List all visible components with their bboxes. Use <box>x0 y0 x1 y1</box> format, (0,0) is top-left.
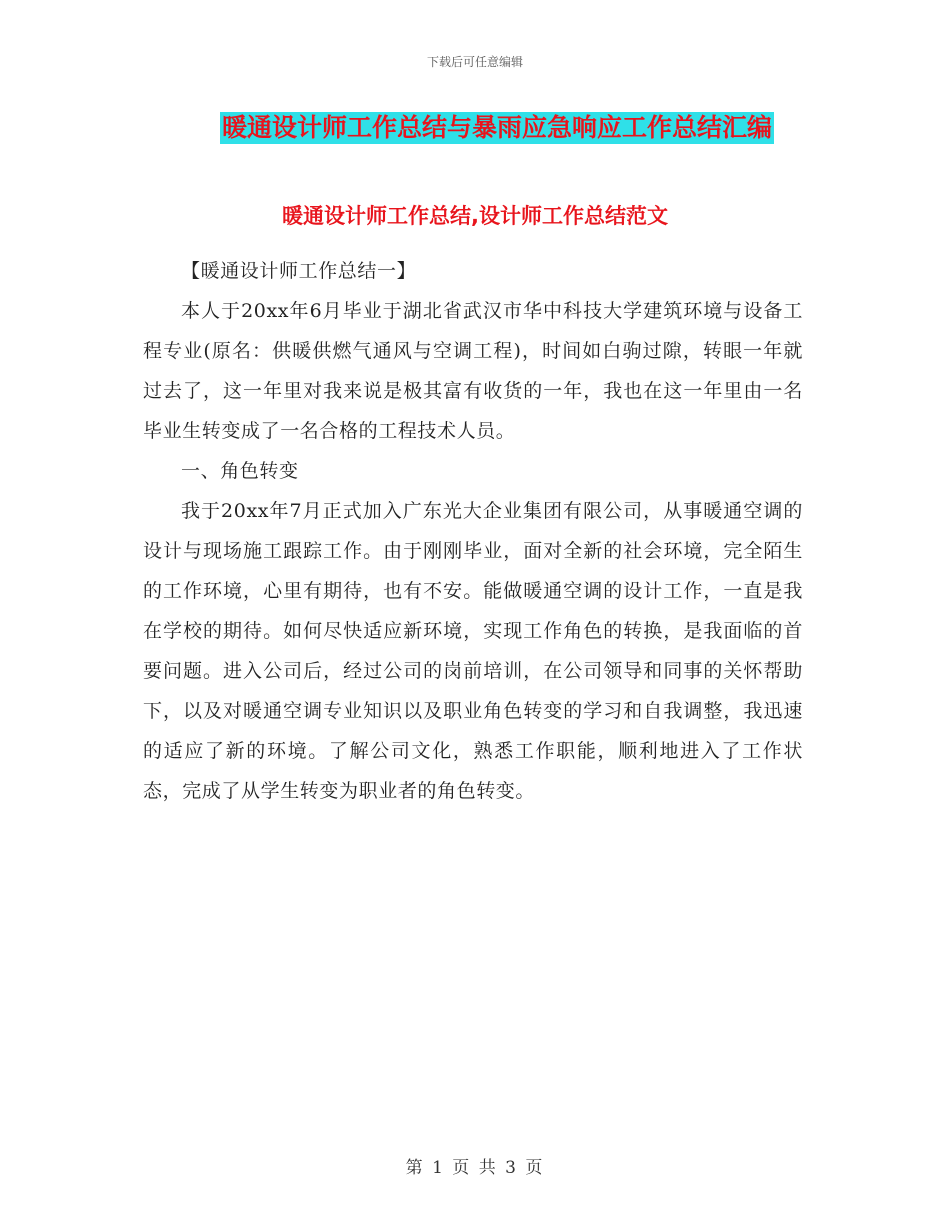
section-heading-summary-one: 【暖通设计师工作总结一】 <box>181 260 417 282</box>
body-paragraph-intro: 本人于20xx年6月毕业于湖北省武汉市华中科技大学建筑环境与设备工程专业(原名：供暖供燃气通风与空调工程)，时间如白驹过隙，转眼一年就过去了，这一年里对我来说是极其富有收货的一年，我也在这一年里由一名毕业生转变成了一名合格的工程技术人员。 <box>143 300 803 442</box>
document-body <box>143 251 803 811</box>
page-number: 第 1 页 共 3 页 <box>405 1158 545 1178</box>
section-heading-role-change: 一、角色转变 <box>181 460 299 482</box>
header-note: 下载后可任意编辑 <box>426 55 523 69</box>
sub-title: 暖通设计师工作总结,设计师工作总结范文 <box>282 204 668 228</box>
main-title-container <box>0 112 950 144</box>
main-title: 暖通设计师工作总结与暴雨应急响应工作总结汇编 <box>221 113 772 142</box>
body-paragraph-role-change: 我于20xx年7月正式加入广东光大企业集团有限公司，从事暖通空调的设计与现场施工跟踪工作。由于刚刚毕业，面对全新的社会环境，完全陌生的工作环境，心里有期待，也有不安。能做暖通空调的设计工作，一直是我在学校的期待。如何尽快适应新环境，实现工作角色的转换，是我面临的首要问题。进入公司后，经过公司的岗前培训，在公司领导和同事的关怀帮助下，以及对暖通空调专业知识以及职业角色转变的学习和自我调整，我迅速的适应了新的环境。了解公司文化，熟悉工作职能，顺利地进入了工作状态，完成了从学生转变为职业者的角色转变。 <box>143 500 803 802</box>
